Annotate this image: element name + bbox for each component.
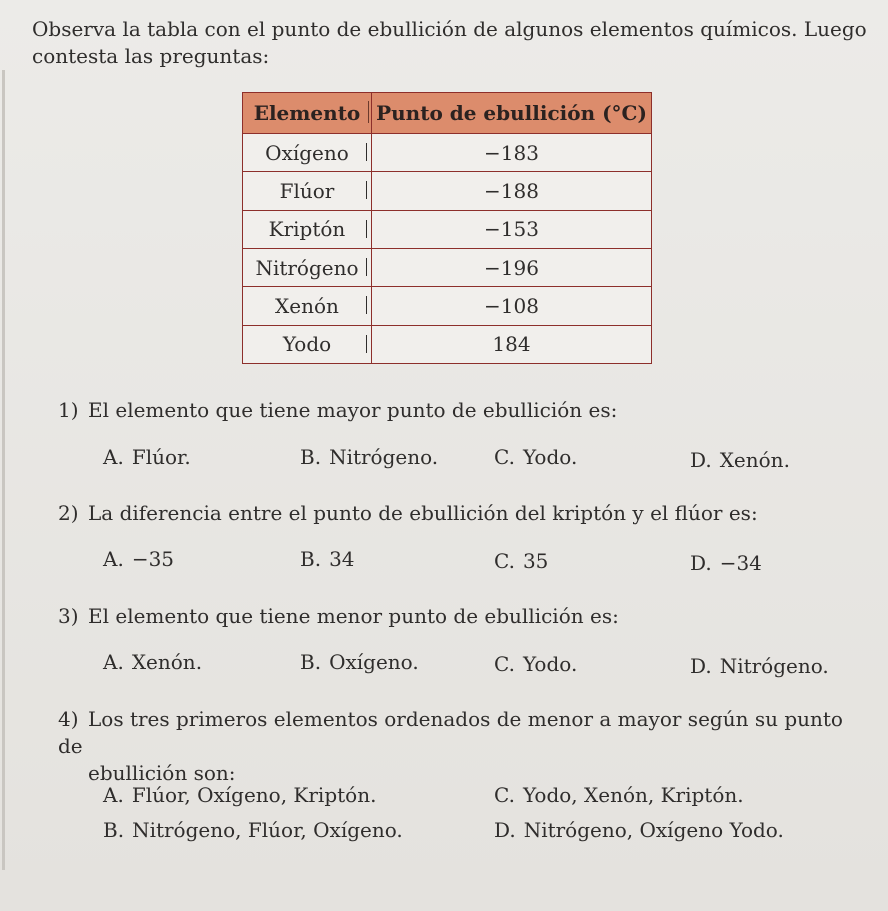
- cell-element: Xenón: [243, 287, 372, 325]
- question-text-line-2: ebullición son:: [88, 761, 236, 785]
- option-4a[interactable]: A. Flúor, Oxígeno, Kriptón.: [103, 783, 377, 807]
- cell-value: −188: [372, 172, 652, 210]
- table-row: [243, 172, 652, 210]
- question-text: La diferencia entre el punto de ebullición del kriptón y el flúor es:: [88, 501, 758, 525]
- option-3a[interactable]: A. Xenón.: [103, 650, 203, 674]
- header-element: Elemento: [243, 93, 372, 134]
- question-number: 3): [58, 604, 79, 628]
- page-edge-rule: [2, 70, 5, 870]
- option-1b[interactable]: B. Nitrógeno.: [300, 445, 439, 469]
- question-3: [58, 603, 619, 630]
- option-1d[interactable]: D. Xenón.: [690, 448, 790, 472]
- question-text: El elemento que tiene menor punto de ebullición es:: [88, 604, 619, 628]
- boiling-point-table: [242, 92, 652, 364]
- cell-element: Yodo: [243, 325, 372, 363]
- cell-value: −108: [372, 287, 652, 325]
- cell-value: −183: [372, 134, 652, 172]
- option-2d[interactable]: D. −34: [690, 551, 762, 575]
- header-boiling-point: Punto de ebullición (°C): [372, 93, 652, 134]
- option-2a[interactable]: A. −35: [103, 547, 175, 571]
- table-row: [243, 134, 652, 172]
- option-1c[interactable]: C. Yodo.: [494, 445, 578, 469]
- table-row: [243, 248, 652, 286]
- cell-value: 184: [372, 325, 652, 363]
- cell-element: Nitrógeno: [243, 248, 372, 286]
- intro-line-1: Observa la tabla con el punto de ebullición de algunos elementos químicos. Luego: [32, 17, 867, 41]
- cell-element: Oxígeno: [243, 134, 372, 172]
- cell-element: Flúor: [243, 172, 372, 210]
- option-2b[interactable]: B. 34: [300, 547, 355, 571]
- option-3b[interactable]: B. Oxígeno.: [300, 650, 419, 674]
- intro-text: [32, 16, 872, 70]
- option-1a[interactable]: A. Flúor.: [103, 445, 191, 469]
- question-number: 2): [58, 501, 79, 525]
- table-row: [243, 325, 652, 363]
- question-4: [58, 706, 868, 787]
- question-number: 4): [58, 707, 79, 731]
- option-3d[interactable]: D. Nitrógeno.: [690, 654, 829, 678]
- intro-line-2: contesta las preguntas:: [32, 44, 270, 68]
- option-3c[interactable]: C. Yodo.: [494, 652, 578, 676]
- cell-value: −196: [372, 248, 652, 286]
- option-4b[interactable]: B. Nitrógeno, Flúor, Oxígeno.: [103, 818, 403, 842]
- question-text-line-1: Los tres primeros elementos ordenados de menor a mayor según su punto de: [58, 707, 843, 758]
- option-2c[interactable]: C. 35: [494, 549, 549, 573]
- table-header-row: [243, 93, 652, 134]
- option-4d[interactable]: D. Nitrógeno, Oxígeno Yodo.: [494, 818, 784, 842]
- cell-value: −153: [372, 210, 652, 248]
- table-row: [243, 287, 652, 325]
- option-4c[interactable]: C. Yodo, Xenón, Kriptón.: [494, 783, 744, 807]
- cell-element: Kriptón: [243, 210, 372, 248]
- table-row: [243, 210, 652, 248]
- question-number: 1): [58, 398, 79, 422]
- question-2: [58, 500, 758, 527]
- question-1: [58, 397, 617, 424]
- question-text: El elemento que tiene mayor punto de ebullición es:: [88, 398, 618, 422]
